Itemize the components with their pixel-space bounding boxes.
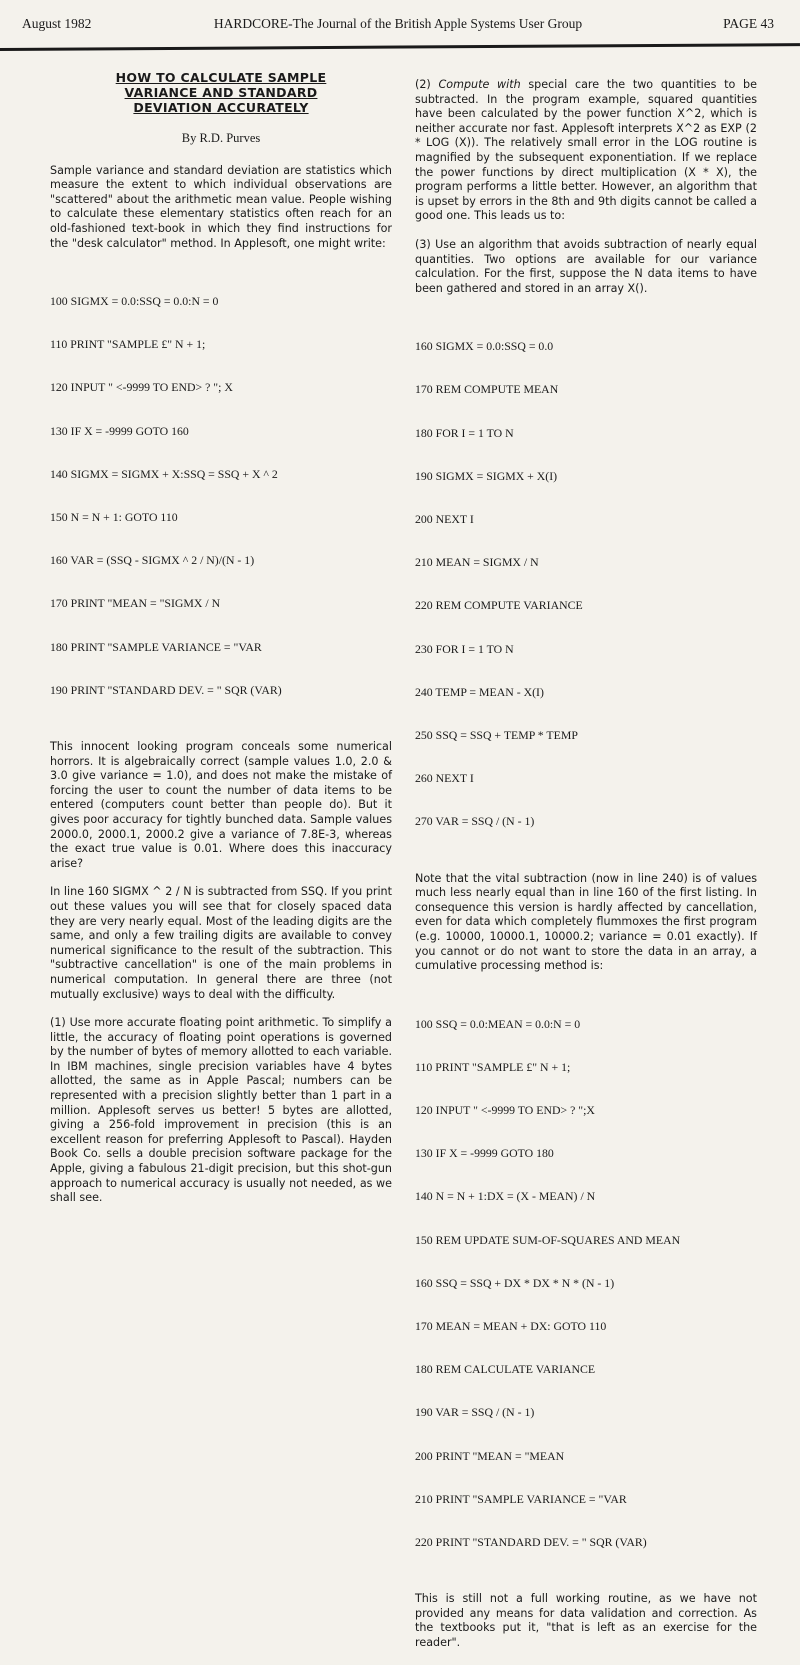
right-column xyxy=(415,78,757,1665)
title-line: DEVIATION ACCURATELY xyxy=(133,100,309,115)
code-line: 160 SIGMX = 0.0:SSQ = 0.0 xyxy=(415,339,554,354)
code-line: 150 REM UPDATE SUM-OF-SQUARES AND MEAN xyxy=(415,1232,681,1247)
paragraph: This innocent looking program conceals some numerical horrors. It is algebraically correct (sample values 1.0, 2.0 & 3.0 give variance = 1.0), and does not make the mistake of forcing the user to count the number of data items to be entered (computers count better than people do). But it gives poor accuracy for tightly bunched data. Sample values 2000.0, 2000.1, 2000.2 give a variance of 7.8E-3, whereas the exact true value is 0.01. Where does this inaccuracy arise? xyxy=(50,740,392,870)
code-line: 250 SSQ = SSQ + TEMP * TEMP xyxy=(415,727,578,742)
code-line: 220 PRINT "STANDARD DEV. = " SQR (VAR) xyxy=(415,1534,647,1549)
code-line: 200 PRINT "MEAN = "MEAN xyxy=(415,1448,565,1463)
paragraph-lead: (2) xyxy=(415,78,439,91)
code-line: 100 SIGMX = 0.0:SSQ = 0.0:N = 0 xyxy=(50,293,219,308)
code-line: 170 REM COMPUTE MEAN xyxy=(415,382,559,397)
header-rule xyxy=(0,43,800,51)
code-line: 150 N = N + 1: GOTO 110 xyxy=(50,509,178,524)
paragraph-text: special care the two quantities to be subtracted. In the program example, squared quantities have been calculated by the power function X^2, which is neither accurate nor fast. Applesoft interprets X^2 as EXP (2 * LOG (X)). The relatively small error in the LOG routine is magnified by the subsequent exponentiation. If we replace the power functions by direct multiplication (X * X), the program performs a little better. However, an algorithm that is upset by errors in the 8th and 9th digits cannot be called a good one. This leads us to: xyxy=(415,78,757,223)
code-line: 180 FOR I = 1 TO N xyxy=(415,425,514,440)
code-line: 130 IF X = -9999 GOTO 180 xyxy=(415,1146,554,1161)
code-listing-3 xyxy=(415,988,757,1578)
page-number: PAGE 43 xyxy=(723,16,774,31)
code-line: 170 MEAN = MEAN + DX: GOTO 110 xyxy=(415,1318,607,1333)
code-line: 190 SIGMX = SIGMX + X(I) xyxy=(415,468,558,483)
code-listing-2 xyxy=(415,310,757,857)
code-line: 110 PRINT "SAMPLE £" N + 1; xyxy=(50,337,206,352)
code-line: 220 REM COMPUTE VARIANCE xyxy=(415,598,583,613)
code-line: 260 NEXT I xyxy=(415,771,474,786)
code-line: 180 REM CALCULATE VARIANCE xyxy=(415,1362,596,1377)
code-line: 100 SSQ = 0.0:MEAN = 0.0:N = 0 xyxy=(415,1016,581,1031)
title-line: HOW TO CALCULATE SAMPLE xyxy=(115,70,327,85)
code-line: 120 INPUT " <-9999 TO END> ? ";X xyxy=(415,1102,595,1117)
paragraph: Sample variance and standard deviation are statistics which measure the extent to which individual observations are "scattered" about the arithmetic mean value. People wishing to calculate these elementary statistics often reach for an old-fashioned text-book in which they find instructions for the "desk calculator" method. In Applesoft, one might write: xyxy=(50,163,392,250)
code-line: 170 PRINT "MEAN = "SIGMX / N xyxy=(50,596,221,611)
code-line: 190 VAR = SSQ / (N - 1) xyxy=(415,1405,535,1420)
code-line: 160 SSQ = SSQ + DX * DX * N * (N - 1) xyxy=(415,1275,615,1290)
code-line: 190 PRINT "STANDARD DEV. = " SQR (VAR) xyxy=(50,682,282,697)
page-header xyxy=(22,16,774,38)
paragraph: (1) Use more accurate floating point arithmetic. To simplify a little, the accuracy of floating point operations is governed by the number of bytes of memory allotted to each variable. In IBM machines, single precision variables have 4 bytes allotted, the same as in Apple Pascal; numbers can be represented with a precision slightly better than 1 part in a million. Applesoft serves us better! 5 bytes are allotted, giving a 256-fold improvement in precision (this is an excellent reason for preferring Applesoft to Pascal). Hayden Book Co. sells a double precision software package for the Apple, giving a fabulous 21-digit precision, but this shot-gun approach to numerical accuracy is usually not needed, as we shall see. xyxy=(50,1016,392,1205)
article-title xyxy=(50,70,392,115)
code-line: 120 INPUT " <-9999 TO END> ? "; X xyxy=(50,380,233,395)
code-listing-1 xyxy=(50,265,392,726)
byline: By R.D. Purves xyxy=(181,131,261,145)
code-line: 240 TEMP = MEAN - X(I) xyxy=(415,684,544,699)
code-line: 130 IF X = -9999 GOTO 160 xyxy=(50,423,189,438)
code-line: 210 MEAN = SIGMX / N xyxy=(415,555,539,570)
code-line: 210 PRINT "SAMPLE VARIANCE = "VAR xyxy=(415,1491,627,1506)
paragraph: This is still not a full working routine, as we have not provided any means for data validation and correction. As the textbooks put it, "that is left as an exercise for the reader". xyxy=(415,1592,757,1649)
code-line: 270 VAR = SSQ / (N - 1) xyxy=(415,814,535,829)
code-line: 140 SIGMX = SIGMX + X:SSQ = SSQ + X ^ 2 xyxy=(50,466,278,481)
journal-title: HARDCORE-The Journal of the British Apple Systems User Group xyxy=(213,16,583,31)
code-line: 180 PRINT "SAMPLE VARIANCE = "VAR xyxy=(50,639,262,654)
code-line: 110 PRINT "SAMPLE £" N + 1; xyxy=(415,1059,571,1074)
code-line: 140 N = N + 1:DX = (X - MEAN) / N xyxy=(415,1189,596,1204)
title-line: VARIANCE AND STANDARD xyxy=(124,85,318,100)
emphasis: Compute with xyxy=(438,78,521,91)
paragraph: (3) Use an algorithm that avoids subtraction of nearly equal quantities. Two options are available for our variance calculation. For the first, suppose the N data items to have been gathered and stored in an array X(). xyxy=(415,237,757,295)
paragraph xyxy=(415,78,757,224)
left-column xyxy=(50,70,392,1220)
paragraph: In line 160 SIGMX ^ 2 / N is subtracted from SSQ. If you print out these values you will see that for closely spaced data they are very nearly equal. Most of the leading digits are the same, and only a few trailing digits are available to convey numerical significance to the result of the subtraction. This "subtractive cancellation" is one of the main problems in numerical computation. In general there are three (not mutually exclusive) ways to deal with the difficulty. xyxy=(50,885,392,1001)
code-line: 200 NEXT I xyxy=(415,511,474,526)
code-line: 230 FOR I = 1 TO N xyxy=(415,641,514,656)
code-line: 160 VAR = (SSQ - SIGMX ^ 2 / N)/(N - 1) xyxy=(50,553,255,568)
issue-date: August 1982 xyxy=(22,16,92,31)
paragraph: Note that the vital subtraction (now in line 240) is of values much less nearly equal than in line 160 of the first listing. In consequence this version is hardly affected by cancellation, even for data which completely flummoxes the first program (e.g. 10000, 10000.1, 10000.2; variance = 0.01 exactly). If you cannot or do not want to store the data in an array, a cumulative processing method is: xyxy=(415,871,757,973)
